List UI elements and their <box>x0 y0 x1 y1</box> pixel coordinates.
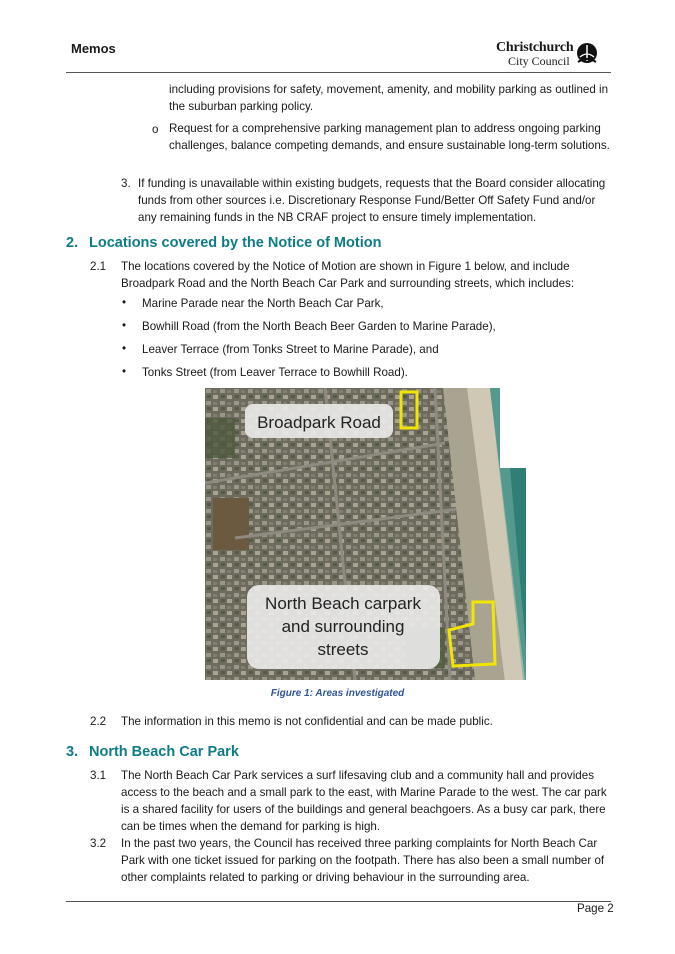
memo-header-title: Memos <box>71 41 116 56</box>
figure-caption: Figure 1: Areas investigated <box>270 688 405 699</box>
bullet-dot: • <box>122 319 127 332</box>
section-3-number: 3. <box>66 744 79 760</box>
location-bullet: Leaver Terrace (from Tonks Street to Marine Parade), and <box>142 343 439 356</box>
footer-rule <box>66 901 611 902</box>
sub-bullet-marker: o <box>152 123 159 136</box>
para-3-1-number: 3.1 <box>90 769 107 782</box>
logo-text-line1: Christchurch <box>496 40 574 55</box>
header-rule <box>66 72 611 73</box>
section-3-heading: North Beach Car Park <box>89 744 239 760</box>
para-3-2-number: 3.2 <box>90 837 107 850</box>
aerial-map-figure <box>205 388 526 680</box>
bullet-dot: • <box>122 342 127 355</box>
item3-text: If funding is unavailable within existing budgets, requests that the Board consider allocating funds from other sources i.e. Discretionary Response Fund/Better Off Safety Fund and/or any remaining funds in the NB CRAF project to ensure timely implementation. <box>138 177 606 224</box>
continued-text: including provisions for safety, movement, amenity, and mobility parking as outlined in the suburban parking policy. <box>169 83 609 113</box>
map-label-north-beach-2: and surrounding <box>281 617 405 636</box>
para-2-2-number: 2.2 <box>90 715 107 728</box>
bullet-dot: • <box>122 365 127 378</box>
para-3-2-text: In the past two years, the Council has received three parking complaints for North Beach Car Park with one ticket issued for parking on the footpath. There has also been a small number of other complaints related to parking or driving behaviour in the surrounding area. <box>121 837 605 884</box>
logo-text-line2: City Council <box>508 54 570 68</box>
para-2-1-number: 2.1 <box>90 260 107 273</box>
para-2-1-text: The locations covered by the Notice of Motion are shown in Figure 1 below, and include Broadpark Road and the North Beach Car Park and surrounding streets, which includes: <box>121 260 575 290</box>
para-2-2-text: The information in this memo is not confidential and can be made public. <box>121 715 493 728</box>
location-bullet: Tonks Street (from Leaver Terrace to Bowhill Road). <box>142 366 408 379</box>
bullet-dot: • <box>122 296 127 309</box>
map-label-north-beach-3: streets <box>317 640 369 659</box>
section-2-number: 2. <box>66 235 79 251</box>
section-2-heading: Locations covered by the Notice of Motion <box>89 235 382 251</box>
map-label-north-beach-1: North Beach carpark <box>265 594 421 613</box>
para-3-1-text: The North Beach Car Park services a surf lifesaving club and a community hall and provides access to the beach and a small park to the east, with Marine Parade to the west. The car park is a shared facility for users of the buildings and general beachgoers. As a busy car park, there can be times when the demand for parking is high. <box>121 769 607 833</box>
map-label-broadpark: Broadpark Road <box>257 413 381 432</box>
sub-bullet-text: Request for a comprehensive parking management plan to address ongoing parking challenges, balance competing demands, and ensure sustainable long-term solutions. <box>169 122 610 152</box>
location-bullet: Bowhill Road (from the North Beach Beer Garden to Marine Parade), <box>142 320 496 333</box>
item3-number: 3. <box>121 177 131 190</box>
council-emblem-icon <box>576 42 598 66</box>
page-number: Page 2 <box>577 902 614 915</box>
location-bullet: Marine Parade near the North Beach Car Park, <box>142 297 384 310</box>
council-logo <box>496 40 602 70</box>
